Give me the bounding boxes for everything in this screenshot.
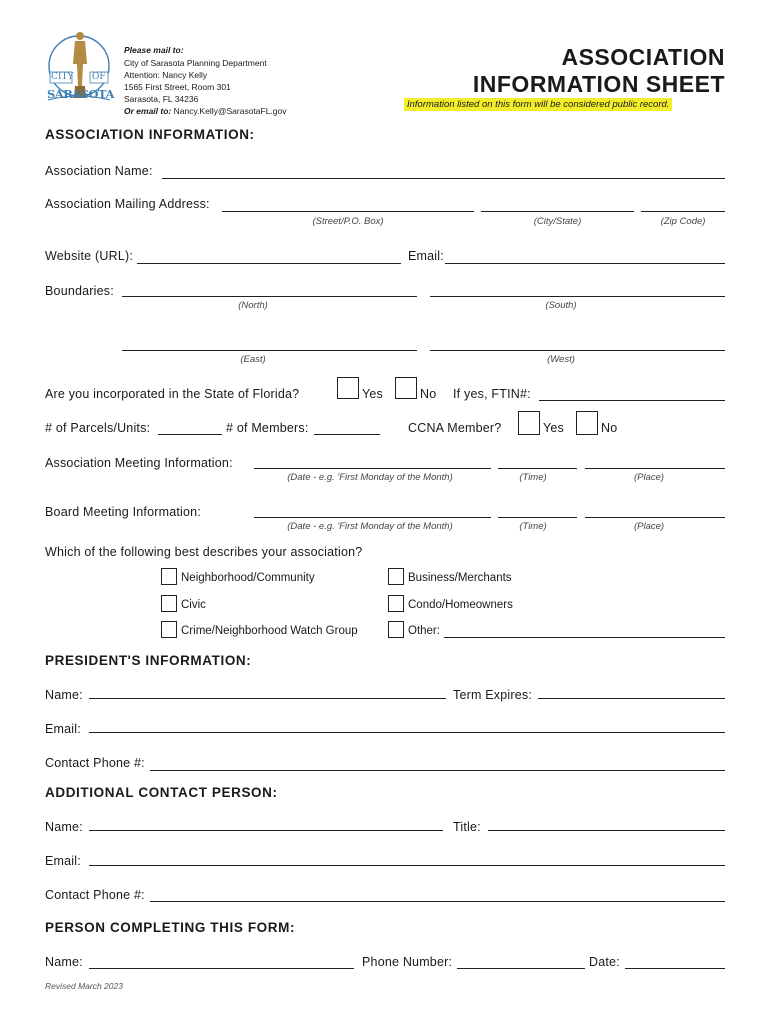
boundary-south-field[interactable] (430, 296, 725, 297)
meeting-place-field[interactable] (585, 468, 725, 469)
additional-phone-field[interactable] (150, 901, 725, 902)
south-caption: (South) (545, 300, 577, 311)
parcels-label: # of Parcels/Units: (45, 421, 151, 435)
association-section-title: ASSOCIATION INFORMATION: (45, 127, 255, 142)
email-to-line (124, 105, 287, 117)
type-condo-checkbox[interactable] (388, 595, 404, 612)
form-title-line-2: INFORMATION SHEET (472, 71, 725, 97)
additional-title-label: Title: (453, 820, 481, 834)
additional-email-label: Email: (45, 854, 81, 868)
mail-line-1: City of Sarasota Planning Department (124, 58, 267, 68)
mail-line-3: 1565 First Street, Room 301 (124, 82, 231, 92)
president-section-title: PRESIDENT'S INFORMATION: (45, 653, 252, 668)
revised-date: Revised March 2023 (45, 981, 123, 991)
logo-of-text: OF (92, 72, 106, 82)
members-label: # of Members: (226, 421, 309, 435)
type-business-checkbox[interactable] (388, 568, 404, 585)
incorporated-yes-checkbox[interactable] (337, 377, 359, 399)
ccna-yes-label: Yes (543, 421, 564, 435)
president-name-field[interactable] (89, 698, 446, 699)
boundary-west-field[interactable] (430, 350, 725, 351)
association-meeting-label: Association Meeting Information: (45, 456, 233, 470)
completer-date-field[interactable] (625, 968, 725, 969)
west-caption: (West) (547, 354, 575, 365)
describe-question: Which of the following best describes your association? (45, 545, 363, 559)
additional-name-field[interactable] (89, 830, 443, 831)
completer-phone-field[interactable] (457, 968, 585, 969)
completer-date-label: Date: (589, 955, 620, 969)
completer-section-title: PERSON COMPLETING THIS FORM: (45, 920, 296, 935)
mailing-address-label: Association Mailing Address: (45, 197, 210, 211)
parcels-field[interactable] (158, 434, 222, 435)
zip-field[interactable] (641, 211, 725, 212)
president-email-field[interactable] (89, 732, 725, 733)
north-caption: (North) (238, 300, 268, 311)
type-other-field[interactable] (444, 637, 725, 638)
type-neighborhood-checkbox[interactable] (161, 568, 177, 585)
meeting-date-caption: (Date - e.g. 'First Monday of the Month) (287, 472, 453, 483)
president-name-label: Name: (45, 688, 83, 702)
type-business-label: Business/Merchants (408, 572, 512, 584)
ftin-field[interactable] (539, 400, 725, 401)
board-place-caption: (Place) (633, 521, 665, 532)
incorporated-yes-label: Yes (362, 387, 383, 401)
board-time-field[interactable] (498, 517, 577, 518)
additional-name-label: Name: (45, 820, 83, 834)
form-title-line-1: ASSOCIATION (561, 44, 725, 70)
type-other-checkbox[interactable] (388, 621, 404, 638)
boundaries-label: Boundaries: (45, 284, 114, 298)
type-condo-label: Condo/Homeowners (408, 599, 513, 611)
type-other-label: Other: (408, 625, 440, 637)
meeting-place-caption: (Place) (633, 472, 665, 483)
incorporated-no-label: No (420, 387, 437, 401)
website-label: Website (URL): (45, 249, 134, 263)
email-to-value[interactable]: Nancy.Kelly@SarasotaFL.gov (173, 106, 287, 116)
association-email-label: Email: (408, 249, 444, 263)
additional-title-field[interactable] (488, 830, 725, 831)
incorporated-question: Are you incorporated in the State of Florida? (45, 387, 300, 401)
president-phone-field[interactable] (150, 770, 725, 771)
completer-name-field[interactable] (89, 968, 354, 969)
meeting-date-field[interactable] (254, 468, 491, 469)
email-to-label: Or email to: (124, 106, 172, 116)
city-logo (44, 26, 114, 116)
board-place-field[interactable] (585, 517, 725, 518)
type-neighborhood-label: Neighborhood/Community (181, 572, 315, 584)
members-field[interactable] (314, 434, 380, 435)
association-email-field[interactable] (445, 263, 725, 264)
completer-phone-label: Phone Number: (362, 955, 453, 969)
board-time-caption: (Time) (519, 521, 547, 532)
type-crime-watch-checkbox[interactable] (161, 621, 177, 638)
president-email-label: Email: (45, 722, 81, 736)
east-caption: (East) (240, 354, 266, 365)
meeting-time-field[interactable] (498, 468, 577, 469)
zip-caption: (Zip Code) (660, 216, 706, 227)
street-caption: (Street/P.O. Box) (312, 216, 384, 227)
public-record-notice: Information listed on this form will be considered public record. (404, 98, 672, 111)
boundary-east-field[interactable] (122, 350, 417, 351)
city-seal-icon (44, 26, 114, 116)
term-expires-label: Term Expires: (453, 688, 533, 702)
logo-sarasota-text: SARASOTA (47, 87, 114, 101)
additional-phone-label: Contact Phone #: (45, 888, 145, 902)
incorporated-no-checkbox[interactable] (395, 377, 417, 399)
type-civic-checkbox[interactable] (161, 595, 177, 612)
boundary-north-field[interactable] (122, 296, 417, 297)
meeting-time-caption: (Time) (519, 472, 547, 483)
ccna-yes-checkbox[interactable] (518, 411, 540, 435)
ccna-no-checkbox[interactable] (576, 411, 598, 435)
city-state-field[interactable] (481, 211, 634, 212)
city-state-caption: (City/State) (533, 216, 582, 227)
association-name-label: Association Name: (45, 164, 153, 178)
board-meeting-label: Board Meeting Information: (45, 505, 201, 519)
logo-city-text: CITY (51, 72, 74, 82)
street-field[interactable] (222, 211, 474, 212)
association-name-field[interactable] (162, 178, 725, 179)
type-civic-label: Civic (181, 599, 206, 611)
type-crime-watch-label: Crime/Neighborhood Watch Group (181, 625, 358, 637)
term-expires-field[interactable] (538, 698, 725, 699)
mail-line-2: Attention: Nancy Kelly (124, 70, 208, 80)
board-date-field[interactable] (254, 517, 491, 518)
additional-contact-section-title: ADDITIONAL CONTACT PERSON: (45, 785, 278, 800)
additional-email-field[interactable] (89, 865, 725, 866)
completer-name-label: Name: (45, 955, 83, 969)
ccna-label: CCNA Member? (408, 421, 502, 435)
ccna-no-label: No (601, 421, 618, 435)
mail-label: Please mail to: (124, 45, 184, 55)
president-phone-label: Contact Phone #: (45, 756, 145, 770)
board-date-caption: (Date - e.g. 'First Monday of the Month) (287, 521, 453, 532)
mail-line-4: Sarasota, FL 34236 (124, 94, 199, 104)
website-field[interactable] (137, 263, 401, 264)
ftin-label: If yes, FTIN#: (453, 387, 531, 401)
